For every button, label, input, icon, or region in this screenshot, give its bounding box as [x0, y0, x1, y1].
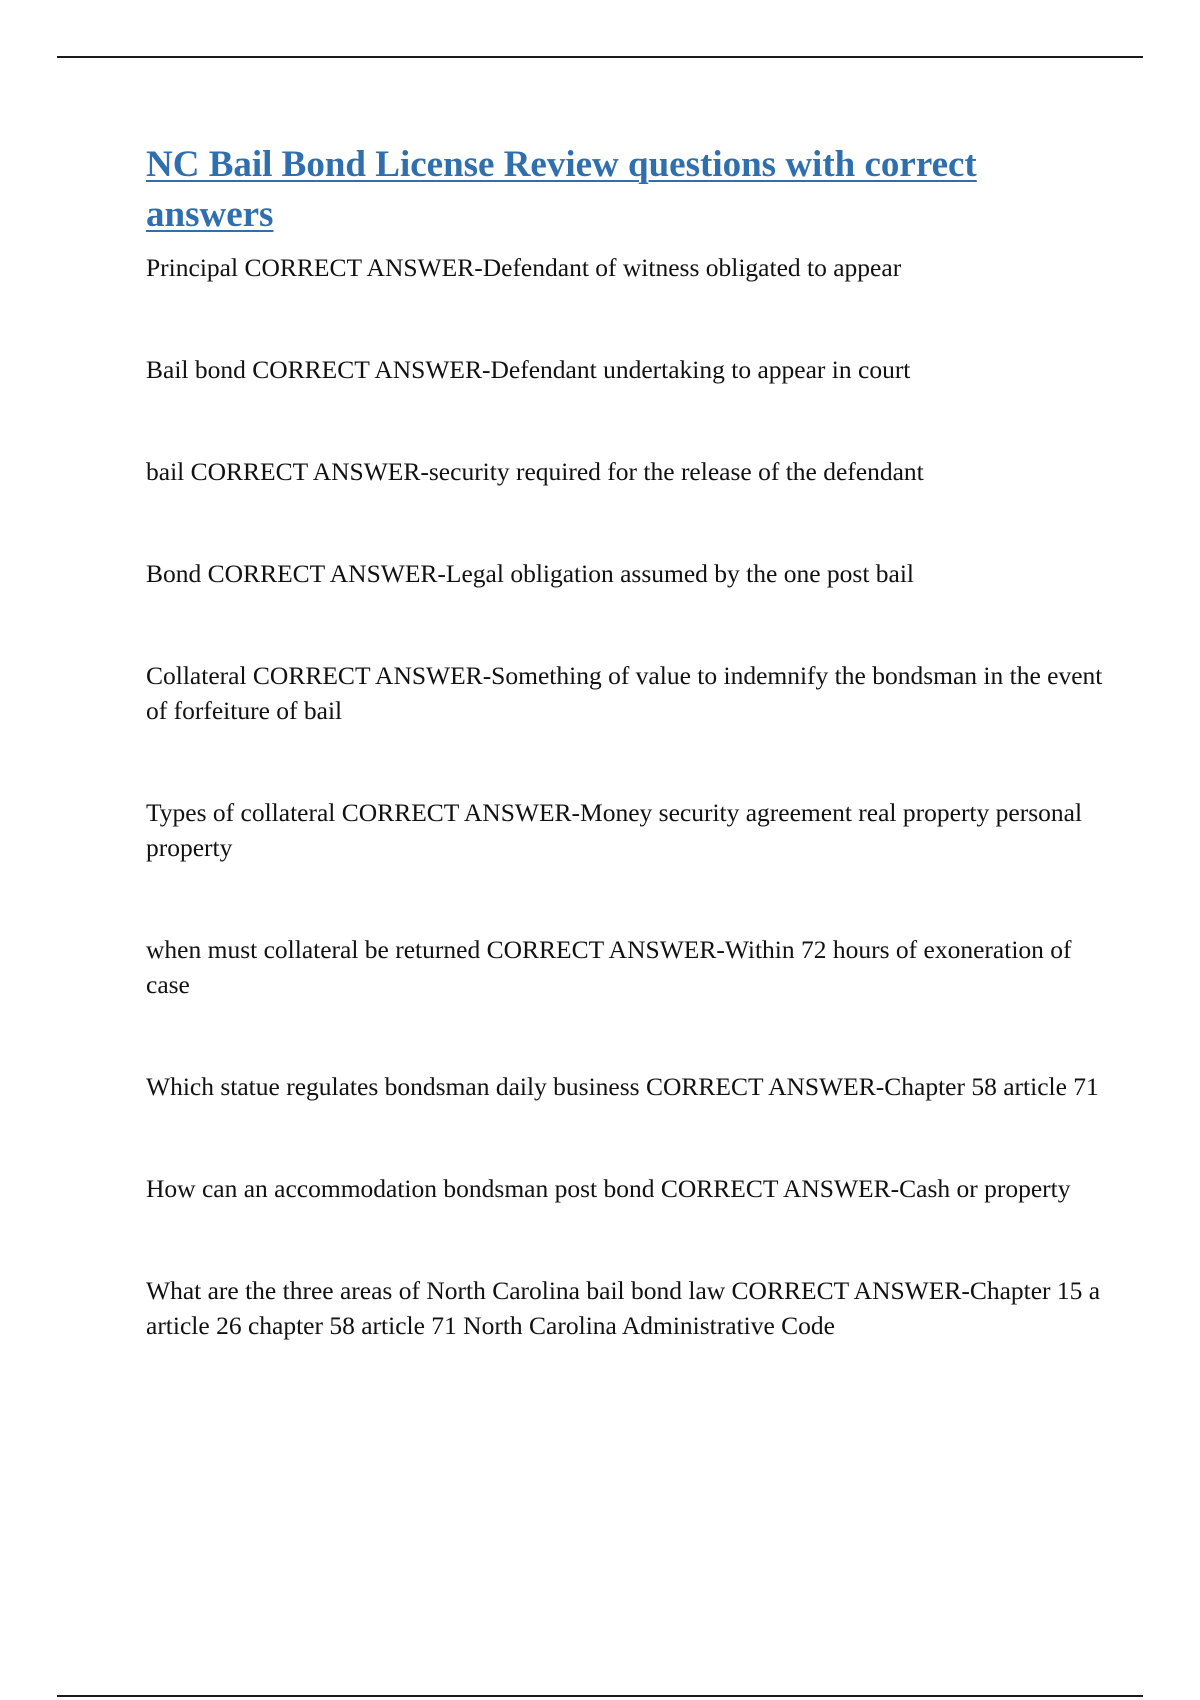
qa-item-accommodation-bondsman: How can an accommodation bondsman post bond CORRECT ANSWER-Cash or property	[146, 1174, 1071, 1203]
document-body	[146, 140, 1106, 1343]
document-title-link[interactable]: NC Bail Bond License Review questions with correct answers	[146, 144, 977, 235]
qa-item-three-areas: What are the three areas of North Carolina bail bond law CORRECT ANSWER-Chapter 15 a article 26 chapter 58 article 71 North Carolina Administrative Code	[146, 1276, 1101, 1340]
qa-item-bail: bail CORRECT ANSWER-security required for the release of the defendant	[146, 457, 924, 486]
qa-item-collateral-return: when must collateral be returned CORRECT ANSWER-Within 72 hours of exoneration of case	[146, 935, 1072, 999]
header-rule	[57, 56, 1143, 58]
qa-item-bond: Bond CORRECT ANSWER-Legal obligation assumed by the one post bail	[146, 559, 915, 588]
qa-item-types-of-collateral: Types of collateral CORRECT ANSWER-Money security agreement real property personal property	[146, 798, 1083, 862]
qa-item-collateral: Collateral CORRECT ANSWER-Something of value to indemnify the bondsman in the event of forfeiture of bail	[146, 661, 1103, 725]
qa-item-statute: Which statue regulates bondsman daily business CORRECT ANSWER-Chapter 58 article 71	[146, 1072, 1099, 1101]
qa-item-principal: Principal CORRECT ANSWER-Defendant of witness obligated to appear	[146, 253, 902, 282]
footer-rule	[57, 1695, 1143, 1697]
qa-list	[146, 250, 1106, 1343]
qa-item-bail-bond: Bail bond CORRECT ANSWER-Defendant undertaking to appear in court	[146, 355, 911, 384]
